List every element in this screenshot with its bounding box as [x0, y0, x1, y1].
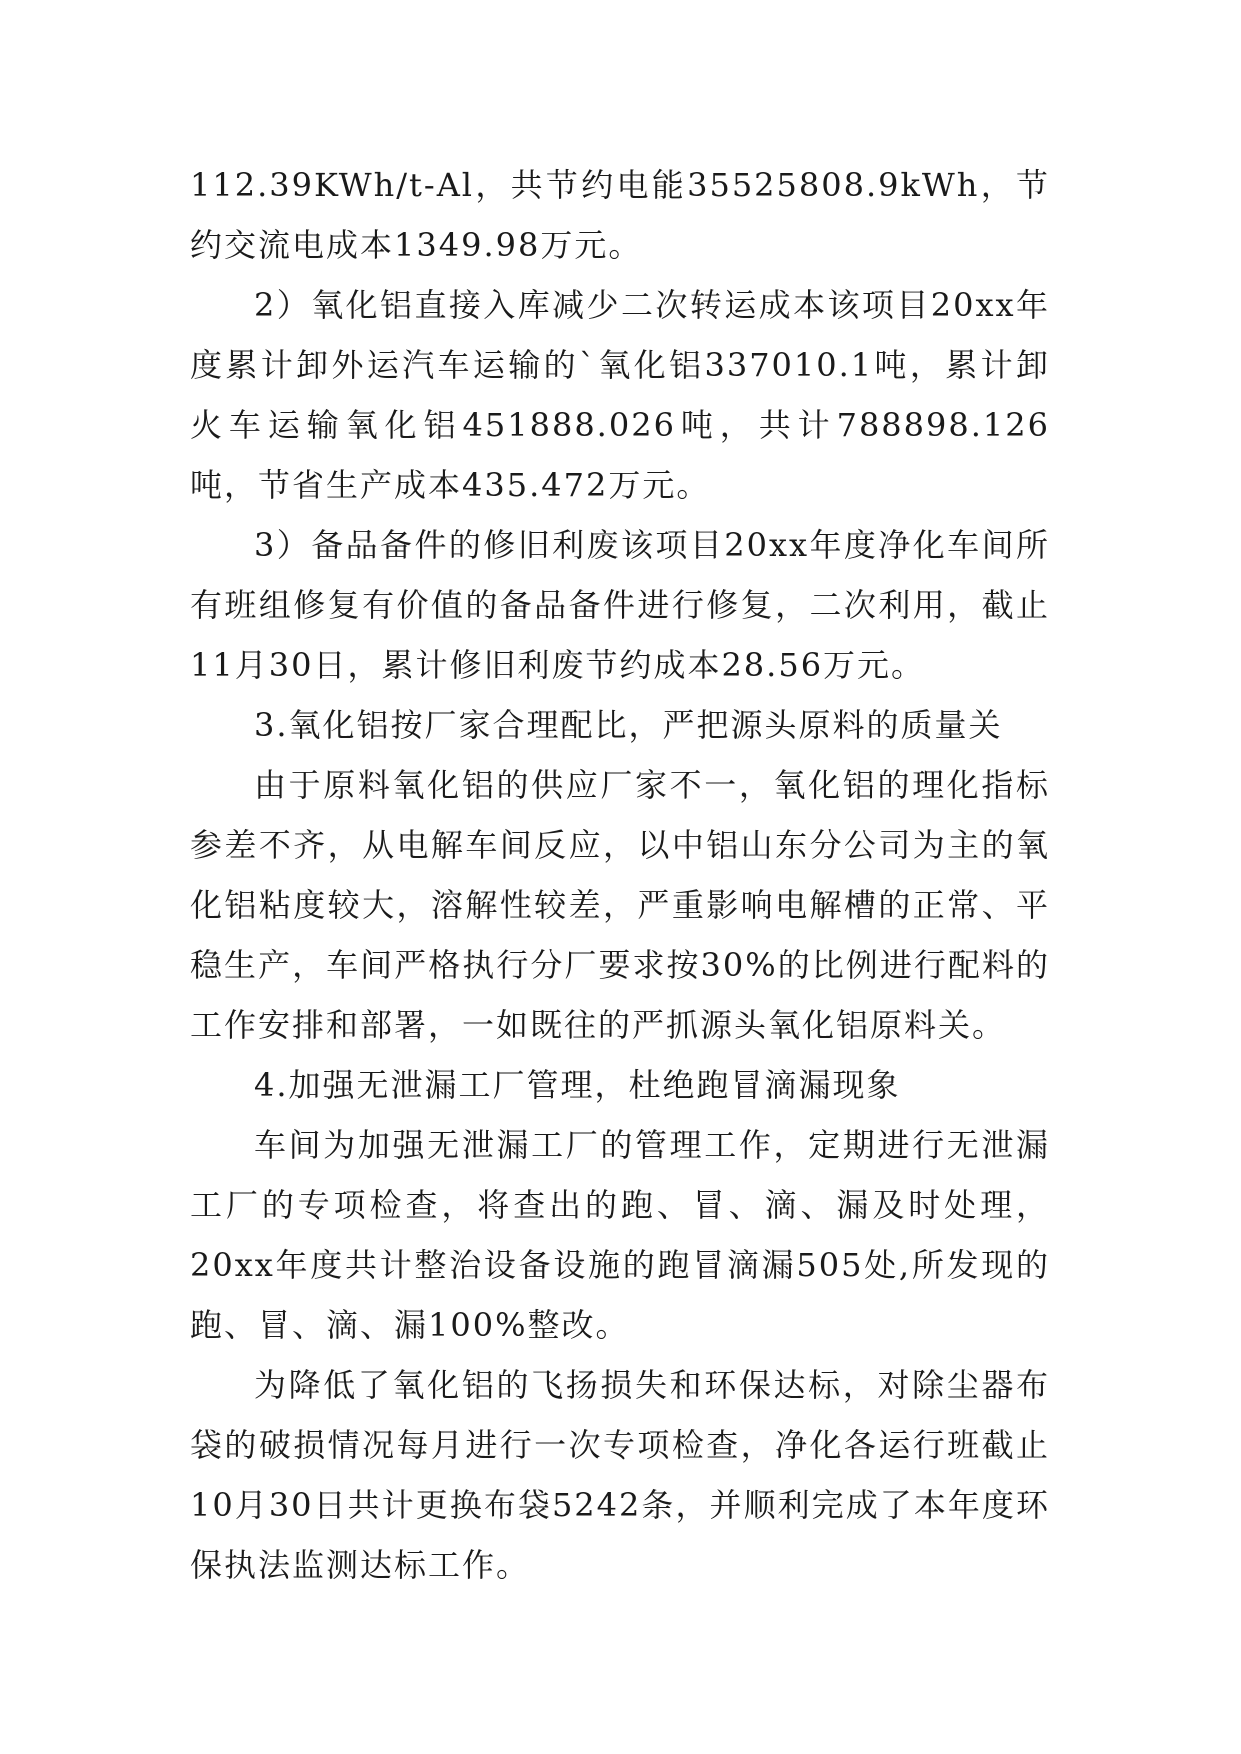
section-heading-4: 4.加强无泄漏工厂管理，杜绝跑冒滴漏现象	[254, 1066, 901, 1104]
paragraph-continued: 112.39KWh/t-Al，共节约电能35525808.9kWh，节约交流电成本1349.98万元。	[190, 166, 1050, 264]
paragraph-item-3: 3）备品备件的修旧利废该项目20xx年度净化车间所有班组修复有价值的备品备件进行修复，二次利用，截止11月30日，累计修旧利废节约成本28.56万元。	[190, 526, 1050, 684]
paragraph-alumina-ratio: 由于原料氧化铝的供应厂家不一，氧化铝的理化指标参差不齐，从电解车间反应，以中铝山东分公司为主的氧化铝粘度较大，溶解性较差，严重影响电解槽的正常、平稳生产，车间严格执行分厂要求按30%的比例进行配料的工作安排和部署，一如既往的严抓源头氧化铝原料关。	[190, 766, 1050, 1044]
paragraph-leak-management: 车间为加强无泄漏工厂的管理工作，定期进行无泄漏工厂的专项检查，将查出的跑、冒、滴、漏及时处理，20xx年度共计整治设备设施的跑冒滴漏505处,所发现的跑、冒、滴、漏100%整改。	[190, 1126, 1050, 1344]
paragraph-dust-bags: 为降低了氧化铝的飞扬损失和环保达标，对除尘器布袋的破损情况每月进行一次专项检查，净化各运行班截止10月30日共计更换布袋5242条，并顺利完成了本年度环保执法监测达标工作。	[190, 1366, 1050, 1584]
document-body	[190, 155, 1050, 1595]
section-heading-3: 3.氧化铝按厂家合理配比，严把源头原料的质量关	[254, 706, 1003, 744]
paragraph-item-2: 2）氧化铝直接入库减少二次转运成本该项目20xx年度累计卸外运汽车运输的`氧化铝337010.1吨，累计卸火车运输氧化铝451888.026吨，共计788898.126吨，节省生产成本435.472万元。	[190, 286, 1050, 504]
